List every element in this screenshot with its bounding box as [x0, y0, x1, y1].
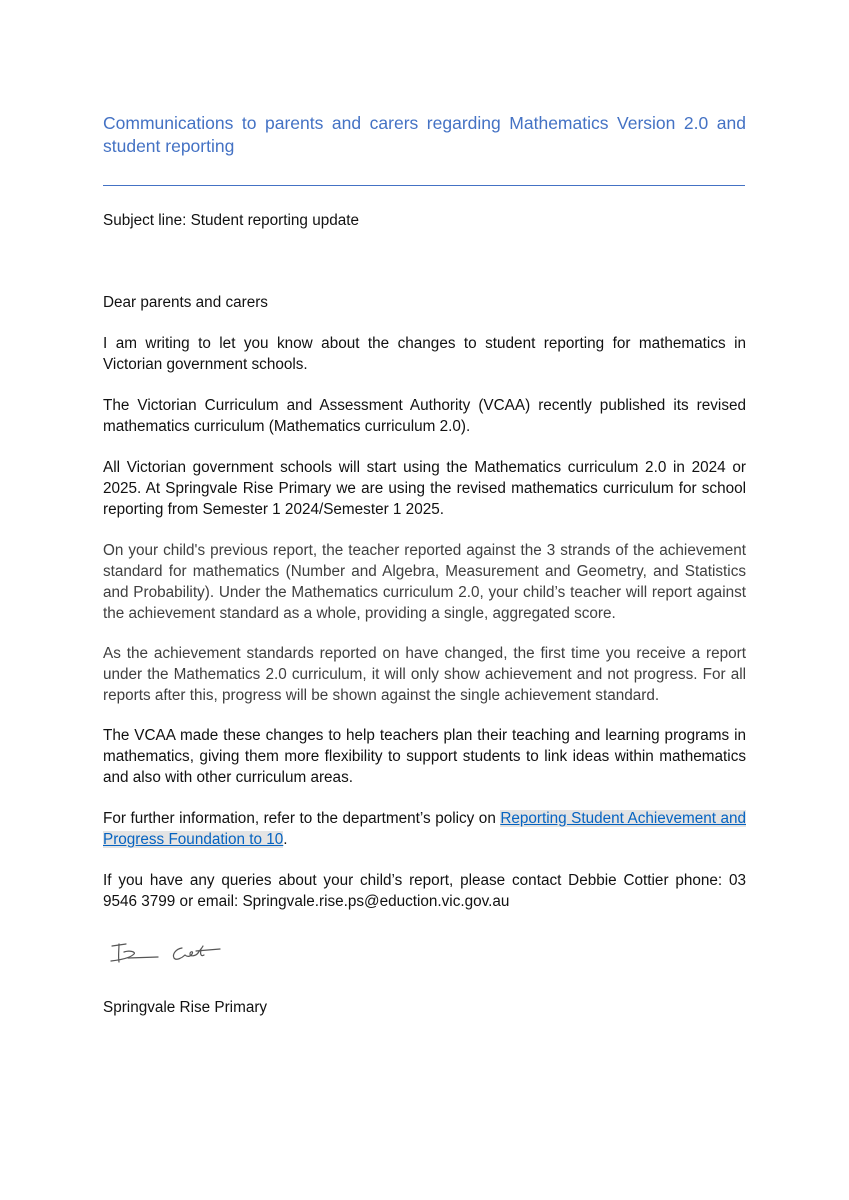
sign-off: Springvale Rise Primary [103, 999, 268, 1016]
greeting: Dear parents and carers [103, 294, 268, 311]
paragraph-contact: If you have any queries about your child’s report, please contact Debbie Cottier phone: 03 9546 3799 or email: Springvale.rise.ps@eduction.vic.gov.au [103, 872, 746, 910]
further-info-period: . [283, 831, 288, 848]
paragraph-achievement-standards: As the achievement standards reported on have changed, the first time you receive a report under the Mathematics 2.0 curriculum, it will only show achievement and not progress. For all reports after this, progress will be shown against the single achievement standard. [103, 645, 746, 704]
subject-line: Subject line: Student reporting update [103, 212, 359, 229]
letter-title: Communications to parents and carers regarding Mathematics Version 2.0 and student reporting [103, 113, 746, 156]
paragraph-further-info [103, 808, 746, 850]
paragraph-vcaa-changes: The VCAA made these changes to help teachers plan their teaching and learning programs in mathematics, giving them more flexibility to support students to link ideas within mathematics and also with other curriculum areas. [103, 727, 746, 786]
reporting-policy-link[interactable]: Reporting Student Achievement and Progress Foundation to 10 [103, 810, 746, 848]
paragraph-vcaa: The Victorian Curriculum and Assessment Authority (VCAA) recently published its revised mathematics curriculum (Mathematics curriculum 2.0). [103, 397, 746, 435]
title-divider [103, 185, 745, 186]
paragraph-previous-report: On your child's previous report, the teacher reported against the 3 strands of the achievement standard for mathematics (Number and Algebra, Measurement and Geometry, and Statistics and Probability). Under the Mathematics curriculum 2.0, your child’s teacher will report against the achievement standard as a whole, providing a single, aggregated score. [103, 542, 746, 622]
handwritten-signature [108, 938, 223, 972]
paragraph-intro: I am writing to let you know about the changes to student reporting for mathematics in Victorian government schools. [103, 335, 746, 373]
further-info-text: For further information, refer to the department’s policy on [103, 810, 501, 827]
paragraph-schools: All Victorian government schools will start using the Mathematics curriculum 2.0 in 2024 or 2025. At Springvale Rise Primary we are using the revised mathematics curriculum for school reporting from Semester 1 2024/Semester 1 2025. [103, 459, 746, 518]
